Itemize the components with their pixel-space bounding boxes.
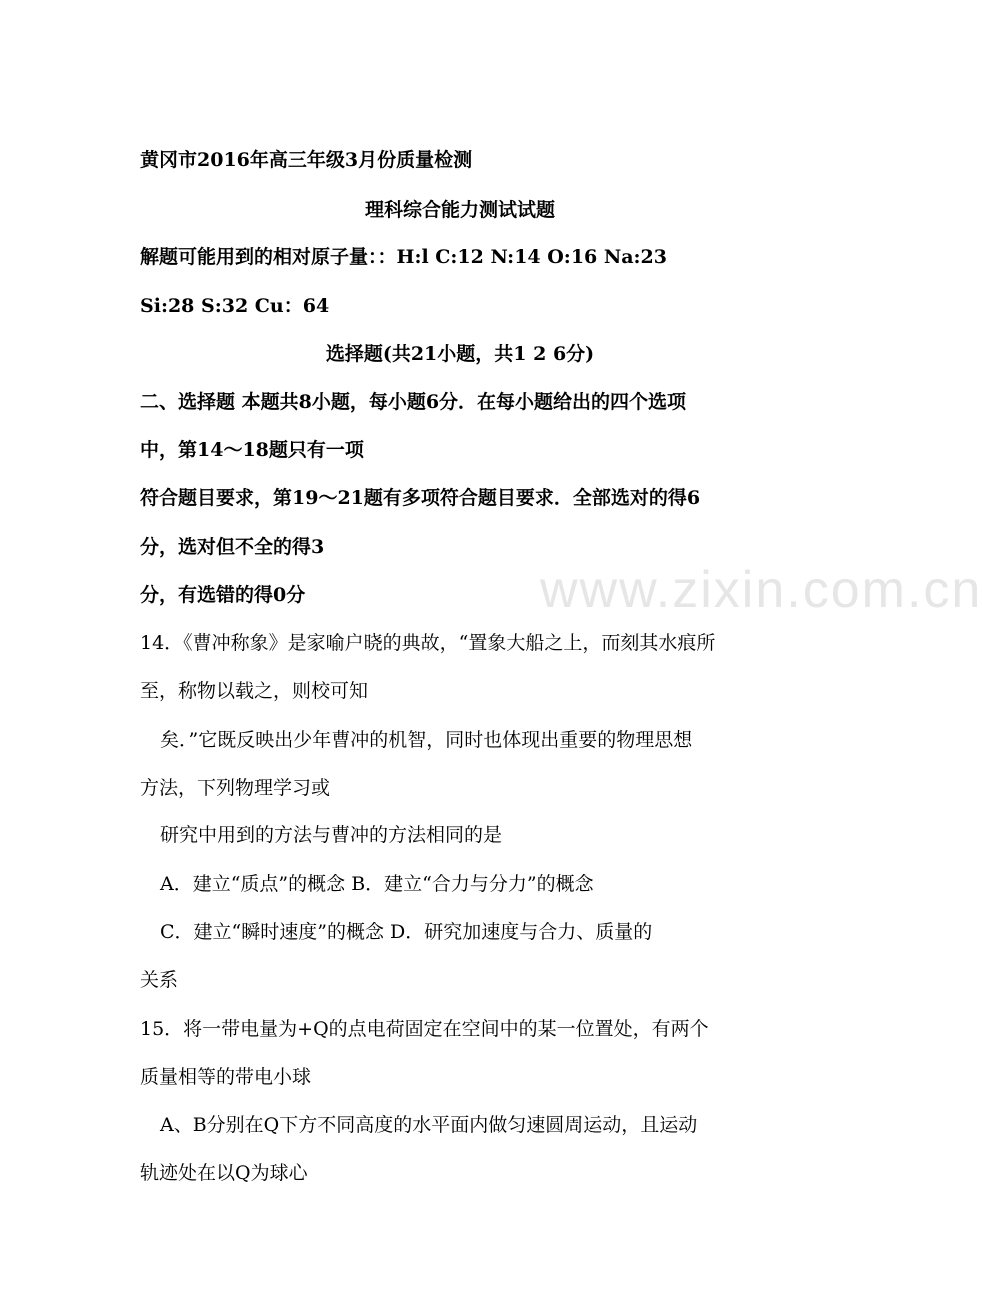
q14-line: 研究中用到的方法与曹冲的方法相同的是: [160, 824, 503, 846]
instruction-line: 中，第14～18题只有一项: [140, 439, 364, 461]
doc-subtitle: 理科综合能力测试试题: [364, 199, 555, 221]
q14-options-row-2-cont: 关系: [140, 969, 179, 991]
doc-title: 黄冈市2016年高三年级3月份质量检测: [140, 149, 473, 171]
q14-line: 至，称物以载之，则校可知: [140, 680, 369, 702]
q14-line: 14．《曹冲称象》是家喻户晓的典故，“置象大船之上，而刻其水痕所: [140, 632, 716, 654]
q15-line: 15．将一带电量为+Q的点电荷固定在空间中的某一位置处，有两个: [140, 1018, 709, 1040]
q15-line: 质量相等的带电小球: [140, 1066, 312, 1088]
atomic-mass-line-1: 解题可能用到的相对原子量：：H:l C:12 N:14 O:16 Na:23: [140, 246, 668, 268]
watermark: www.zixin.com.cn: [540, 561, 982, 619]
instruction-line: 二、选择题 本题共8小题，每小题6分．在每小题给出的四个选项: [140, 391, 687, 413]
instruction-line: 符合题目要求，第19～21题有多项符合题目要求．全部选对的得6: [140, 487, 701, 509]
instruction-line: 分，有选错的得0分: [140, 584, 306, 606]
q14-options-row-2: C．建立“瞬时速度”的概念 D．研究加速度与合力、质量的: [160, 921, 653, 943]
q15-line: A、B分别在Q下方不同高度的水平面内做匀速圆周运动，且运动: [160, 1114, 698, 1136]
q15-line: 轨迹处在以Q为球心: [140, 1162, 308, 1184]
q14-line: 方法，下列物理学习或: [140, 777, 331, 799]
atomic-mass-line-2: Si:28 S:32 Cu：64: [140, 295, 330, 317]
q14-options-row-1: A．建立“质点”的概念 B．建立“合力与分力”的概念: [160, 873, 594, 895]
section-heading: 选择题(共21小题，共1 2 6分): [325, 343, 595, 365]
q14-line: 矣．”它既反映出少年曹冲的机智，同时也体现出重要的物理思想: [160, 729, 693, 751]
instruction-line: 分，选对但不全的得3: [140, 536, 325, 558]
